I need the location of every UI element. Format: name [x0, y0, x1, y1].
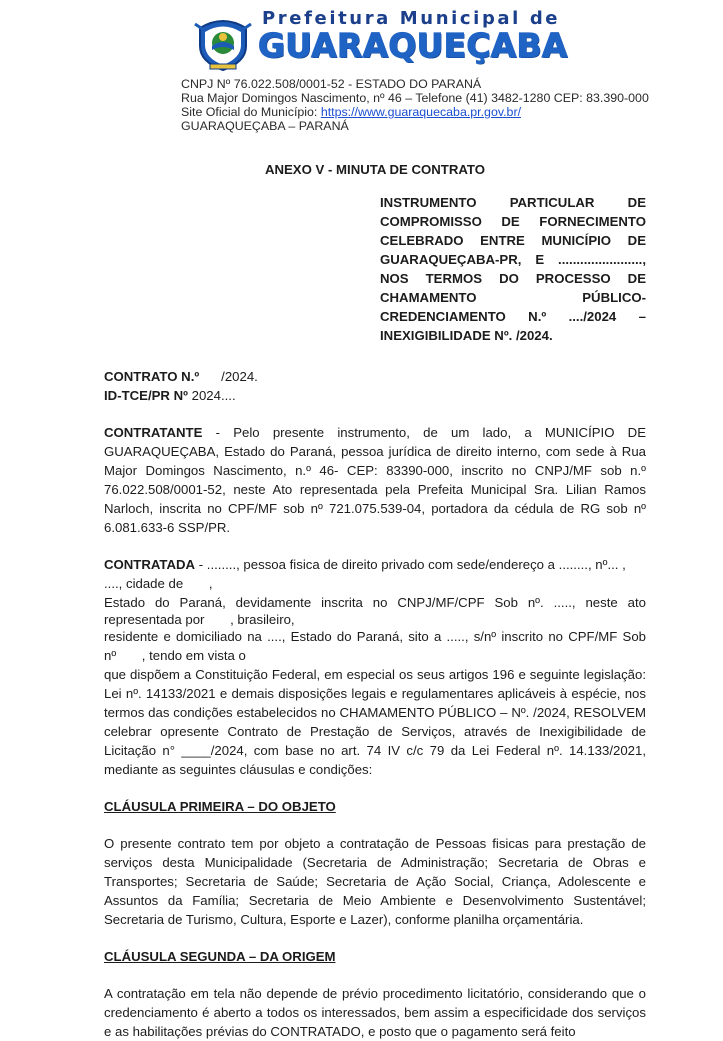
clause2-heading: CLÁUSULA SEGUNDA – DA ORIGEM — [104, 949, 336, 964]
clause2-text: A contratação em tela não depende de prévio procedimento licitatório, considerando que o credenciamento é aberto a todos os interessados, bem assim a especificidade dos serviços e as habilitações prévias do CONTRATADO, e posto que o pagamento será feito — [104, 986, 646, 1039]
contratante-text: - Pelo presente instrumento, de um lado, a MUNICÍPIO DE GUARAQUEÇABA, Estado do Paraná, pessoa jurídica de direito interno, com sede à Rua Major Domingos Nascimento, n.º 46- CEP: 83390-000, inscrito no CNPJ/MF sob n.º 76.022.508/0001-52, neste Ato representada pela Prefeita Municipal Sra. Lilian Ramos Narloch, inscrita no CPF/MF sob nº 721.075.539-04, portadora da cédula de RG sob nº 6.081.633-6 SSP/PR. — [104, 425, 646, 535]
header-address-line: Rua Major Domingos Nascimento, nº 46 – Telefone (41) 3482-1280 CEP: 83.390-000 — [181, 91, 649, 105]
contract-id-line — [104, 386, 646, 405]
header-site-line — [181, 105, 521, 119]
municipality-title: GUARAQUEÇABA — [258, 26, 568, 65]
contract-id-label: ID-TCE/PR Nº — [104, 388, 188, 403]
contratada-line1: - ........, pessoa fisica de direito privado com sede/endereço a ........, nº... , — [195, 557, 626, 572]
clause1-text: O presente contrato tem por objeto a contratação de Pessoas fisicas para prestação de serviços desta Municipalidade (Secretaria de Administração; Secretaria de Obras e Transportes; Secretaria de Saúde; Secretaria de Ação Social, Criança, Adolescente e Assuntos da Família; Secretaria de Meio Ambiente e Desenvolvimento Sustentável; Secretaria de Turismo, Cultura, Esporte e Lazer), conforme planilha orçamentária. — [104, 836, 646, 927]
contract-number-value: /2024. — [199, 369, 258, 384]
contratante-label: CONTRATANTE — [104, 425, 203, 440]
contract-body — [104, 160, 646, 1041]
contratada-line4: representada por , brasileiro, — [104, 612, 295, 627]
contratada-block — [104, 555, 646, 779]
contratada-paragraph: que dispõem a Constituição Federal, em especial os seus artigos 196 e seguinte legislação: Lei nº. 14133/2021 e demais disposições legais e regulamentares aplicáveis à espécie, nos termos das condições estabelecidos no CHAMAMENTO PÚBLICO – Nº. /2024, RESOLVEM celebrar opresente Contrato de Prestação de Serviços, através de Inexigibilidade de Licitação n° ____/2024, com base no art. 74 IV c/c 79 da Lei Federal nº. 14.133/2021, mediante as seguintes cláusulas e condições: — [104, 667, 646, 777]
contratada-line3: Estado do Paraná, devidamente inscrita no CNPJ/MF/CPF Sob nº. ....., neste ato — [104, 595, 646, 610]
instrument-heading — [380, 193, 646, 345]
instrument-text: INSTRUMENTO PARTICULAR DE COMPROMISSO DE FORNECIMENTO CELEBRADO ENTRE MUNICÍPIO DE GUARAQUEÇABA-PR, E ......................., NOS TERMOS DO PROCESSO DE CHAMAMENTO PÚBLICO-CREDENCIAMENTO N.º ..../2024 – — [380, 195, 646, 324]
contratada-line2: ...., cidade de , — [104, 576, 213, 591]
instrument-last-line: INEXIGIBILIDADE Nº. /2024. — [380, 328, 553, 343]
header-site-label: Site Oficial do Município: — [181, 105, 321, 119]
annex-title: ANEXO V - MINUTA DE CONTRATO — [264, 162, 486, 177]
coat-of-arms-logo — [192, 10, 254, 72]
contratante-paragraph — [104, 423, 646, 537]
contratada-line5: residente e domiciliado na ...., Estado do Paraná, sito a ....., s/nº inscrito no CPF/MF Sob — [104, 629, 646, 644]
contract-number-label: CONTRATO N.º — [104, 369, 200, 384]
contratada-line6: nº , tendo em vista o — [104, 648, 246, 663]
header-city-line: GUARAQUEÇABA – PARANÁ — [181, 119, 349, 133]
contract-number-line — [104, 367, 646, 386]
header-cnpj-line: CNPJ Nº 76.022.508/0001-52 - ESTADO DO PARANÁ — [181, 77, 482, 91]
municipality-subtitle: Prefeitura Municipal de — [262, 8, 561, 29]
contratada-label: CONTRATADA — [104, 557, 196, 572]
contract-id-value: 2024.... — [187, 388, 236, 403]
clause1-heading: CLÁUSULA PRIMEIRA – DO OBJETO — [104, 799, 336, 814]
website-link[interactable]: https://www.guaraquecaba.pr.gov.br/ — [320, 105, 522, 119]
